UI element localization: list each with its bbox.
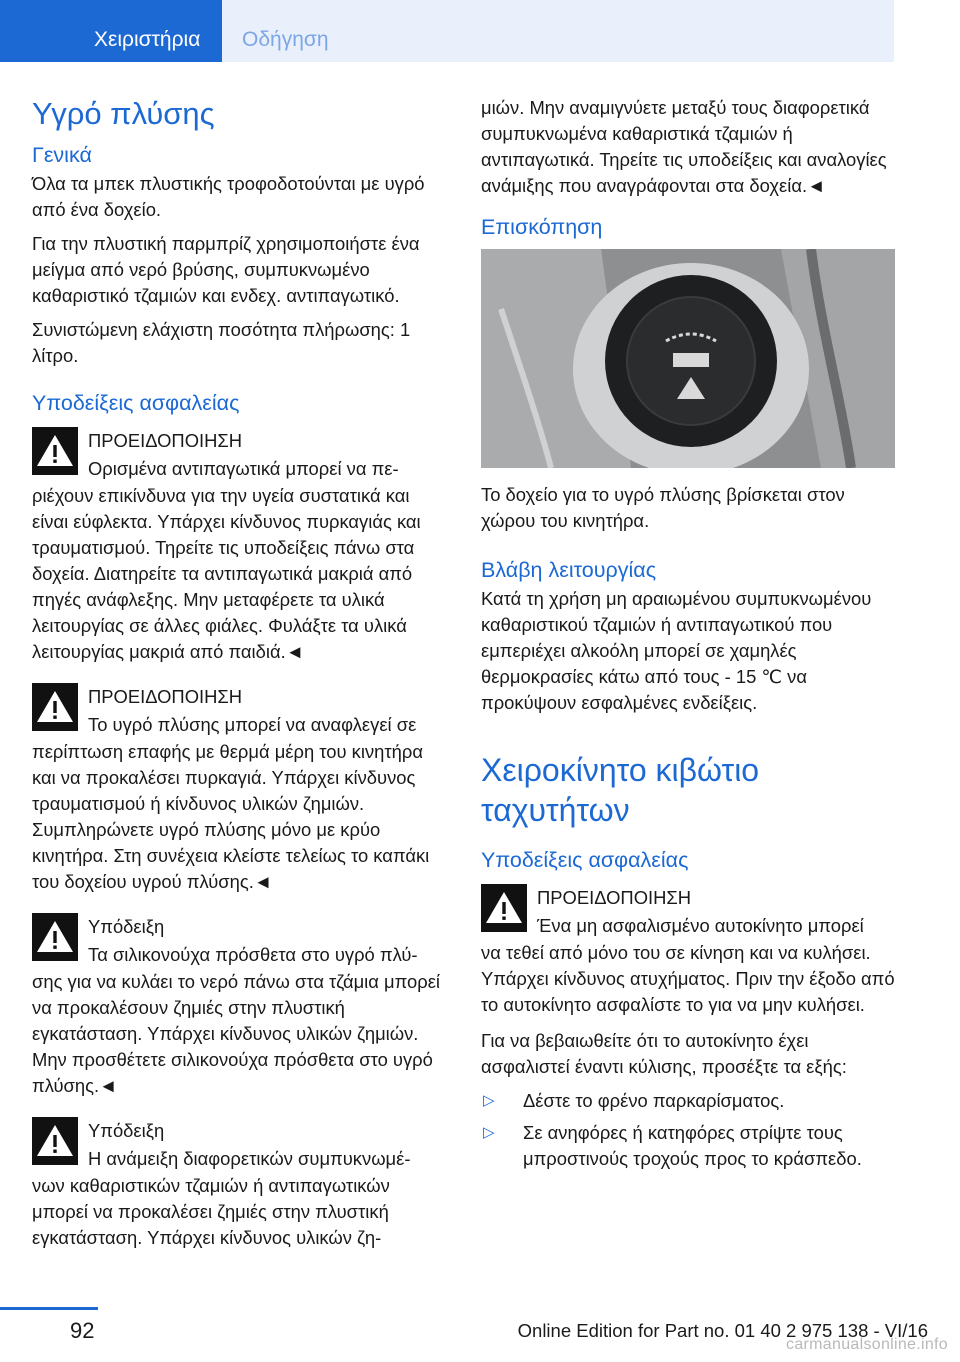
warning-triangle-icon — [32, 427, 78, 475]
bullet-triangle-icon: ▷ — [483, 1092, 495, 1109]
paragraph: Όλα τα μπεκ πλυστικής τροφοδοτούνται με υγρό από ένα δοχείο. — [32, 173, 425, 220]
paragraph-continuation: μιών. Μην αναμιγνύετε μεταξύ τους διαφορετικά συμπυκνωμένα καθαριστικά τζαμιών ή αντιπαγωτικά. Τηρείτε τις υποδείξεις και αναλογίες ανάμιξης που αναγράφονται στα δοχεία.◄ — [481, 97, 887, 196]
heading-safety: Υποδείξεις ασφαλείας — [32, 391, 240, 415]
bullet-triangle-icon: ▷ — [483, 1124, 495, 1141]
warning-text-first-line: Ένα μη ασφαλισμένο αυτοκίνητο μπορεί — [537, 915, 864, 936]
watermark: carmanualsonline.info — [786, 1336, 948, 1353]
warning-block — [32, 683, 446, 895]
notice-text: νων καθαριστικών τζαμιών ή αντιπαγωτικών μπορεί να προκαλέσει ζημιές στην πλυστική εγκατάσταση. Υπάρχει κίνδυνος υλικών ζη- — [32, 1175, 390, 1248]
notice-block — [32, 913, 446, 1099]
heading-general: Γενικά — [32, 143, 92, 167]
warning-text: περίπτωση επαφής με θερμά μέρη του κινητήρα και να προκαλέσει πυρκαγιά. Υπάρχει κίνδυνος τραυματισμού ή κίνδυνος υλικών ζημιών. Συμπληρώνετε υγρό πλύσης μόνο με κρύο κινητήρα. Στη συνέχεια κλείστε τελείως το καπάκι του δοχείου υγρού πλύσης.◄ — [32, 741, 430, 892]
notice-text: σης για να κυλάει το νερό πάνω στα τζάμια μπορεί να προκαλέσουν ζημιές στην πλυστική εγκατάσταση. Υπάρχει κίνδυνος υλικών ζημιών. Μην προσθέτετε σιλικονούχα πρόσθετα στο υγρό πλύσης.◄ — [32, 971, 440, 1096]
warning-label: ΠΡΟΕΙΔΟΠΟΙΗΣΗ — [537, 887, 692, 908]
warning-text-first-line: Το υγρό πλύσης μπορεί να αναφλεγεί σε — [88, 714, 417, 735]
tab-controls[interactable]: Χειριστήρια — [0, 0, 222, 62]
warning-block — [32, 427, 446, 665]
page-number: 92 — [70, 1318, 95, 1343]
paragraph: Κατά τη χρήση μη αραιωμένου συμπυκνωμένου καθαριστικού τζαμιών ή αντιπαγωτικού που εμπεριέχει αλκοόλη μπορεί σε χαμηλές θερμοκρασίες κάτω από τους - 15 ℃ να προκύψουν εσφαλμένες ενδείξεις. — [481, 588, 872, 713]
paragraph: Για την πλυστική παρμπρίζ χρησιμοποιήστε ένα μείγμα από νερό βρύσης, συμπυκνωμένο καθαριστικό τζαμιών και ενδεχ. αντιπαγωτικό. — [32, 233, 420, 306]
right-column — [481, 95, 895, 1178]
heading-safety: Υποδείξεις ασφαλείας — [481, 848, 689, 872]
heading-malfunction: Βλάβη λειτουργίας — [481, 558, 657, 582]
edition-info: Online Edition for Part no. 01 40 2 975 138 - VI/16 — [517, 1320, 928, 1341]
notice-label: Υπόδειξη — [88, 916, 165, 937]
footer-rule — [0, 1307, 98, 1310]
section-title-washer-fluid: Υγρό πλύσης — [32, 96, 215, 131]
warning-label: ΠΡΟΕΙΔΟΠΟΙΗΣΗ — [88, 686, 243, 707]
list-item: ▷ Σε ανηφόρες ή κατηφόρες στρίψτε τους μπροστινούς τροχούς προς το κράσπεδο. — [483, 1122, 862, 1169]
notice-block — [32, 1117, 446, 1251]
warning-label: ΠΡΟΕΙΔΟΠΟΙΗΣΗ — [88, 430, 243, 451]
list-item: ▷ Δέστε το φρένο παρκαρίσματος. — [481, 1088, 895, 1114]
bullet-list — [481, 1088, 895, 1172]
warning-block — [481, 884, 895, 1018]
notice-text-first-line: Η ανάμειξη διαφορετικών συμπυκνωμέ- — [88, 1148, 411, 1169]
warning-triangle-icon — [481, 884, 527, 932]
section-title-manual-gearbox: Χειροκίνητο κιβώτιο ταχυτήτων — [481, 752, 760, 828]
paragraph: Συνιστώμενη ελάχιστη ποσότητα πλήρωσης: 1 λίτρο. — [32, 319, 411, 366]
heading-overview: Επισκόπηση — [481, 215, 603, 239]
notice-triangle-icon — [32, 1117, 78, 1165]
paragraph: Για να βεβαιωθείτε ότι το αυτοκίνητο έχει ασφαλιστεί έναντι κύλισης, προσέξτε τα εξής: — [481, 1030, 847, 1077]
washer-reservoir-photo — [481, 249, 895, 468]
warning-text: να τεθεί από μόνο του σε κίνηση και να κυλήσει. Υπάρχει κίνδυνος ατυχήματος. Πριν την έξοδο από το αυτοκίνητο ασφαλίστε το για να μην κυλήσει. — [481, 942, 895, 1015]
warning-triangle-icon — [32, 683, 78, 731]
tab-driving[interactable]: Οδήγηση — [222, 0, 894, 62]
warning-text: ριέχουν επικίνδυνα για την υγεία συστατικά και είναι εύφλεκτα. Υπάρχει κίνδυνος πυρκαγιάς και τραυματισμού. Τηρείτε τις υποδείξεις πάνω στα δοχεία. Διατηρείτε τα αντιπαγωτικά μακριά από πηγές ανάφλεξης. Μην μεταφέρετε τα υλικά λειτουργίας σε άλλες φιάλες. Φυλάξτε τα υλικά λειτουργίας μακριά από παιδιά.◄ — [32, 485, 421, 662]
photo-caption: Το δοχείο για το υγρό πλύσης βρίσκεται στον χώρου του κινητήρα. — [481, 484, 845, 531]
notice-triangle-icon — [32, 913, 78, 961]
notice-text-first-line: Τα σιλικονούχα πρόσθετα στο υγρό πλύ- — [88, 944, 418, 965]
left-column — [32, 95, 446, 1261]
warning-text-first-line: Ορισμένα αντιπαγωτικά μπορεί να πε- — [88, 458, 399, 479]
page-header — [0, 0, 960, 62]
notice-label: Υπόδειξη — [88, 1120, 165, 1141]
